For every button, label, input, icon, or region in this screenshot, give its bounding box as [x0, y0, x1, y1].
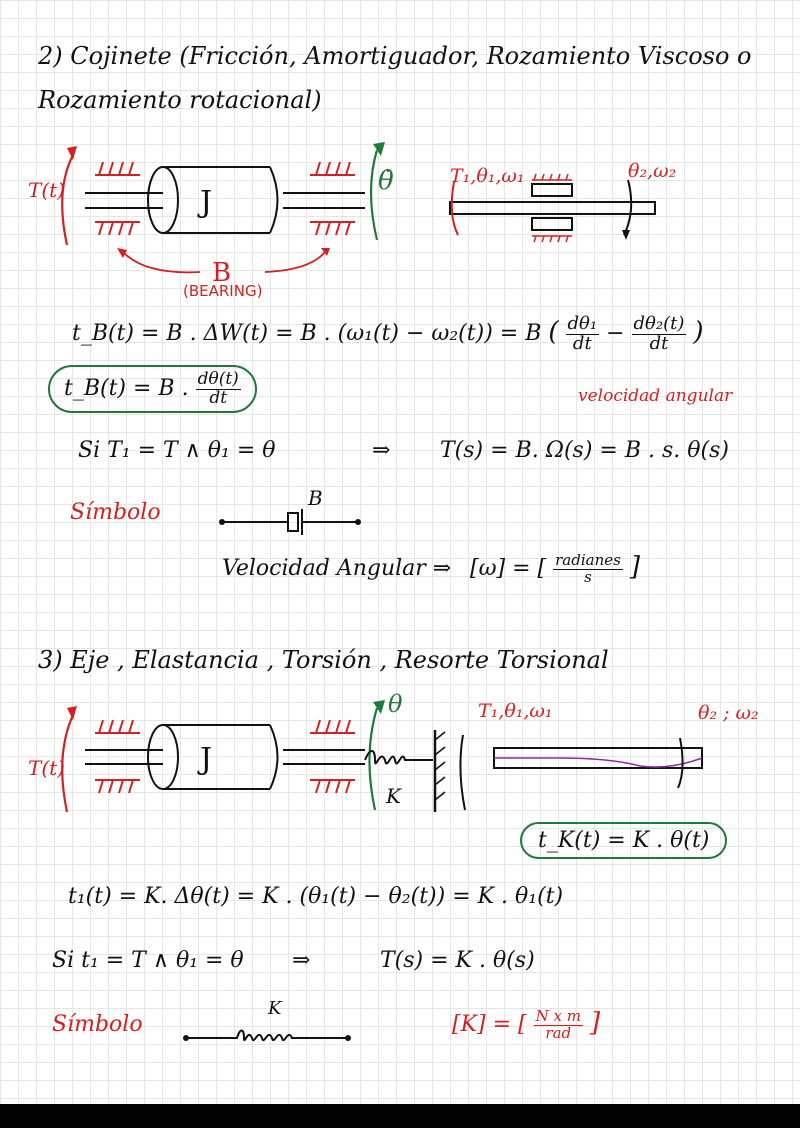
spring-symbol-letter: K — [268, 998, 282, 1019]
units-k: [K] = [ $\frac{\text{N x m}}{\text{rad}}$ ] — [452, 1007, 601, 1042]
units-omega: [ω] = [ $\frac{\text{radianes}}{s}$ ] — [470, 551, 640, 586]
spring-label-s3: K — [386, 784, 401, 808]
bottom-bar — [0, 1104, 800, 1128]
input-rotation-arrow — [452, 182, 458, 235]
right-bearing-hatch-s3 — [310, 720, 355, 793]
twist-line-purple — [494, 758, 702, 767]
symbol-label-s2: Símbolo — [70, 500, 161, 525]
frac-dtheta2: $\frac{\text{dθ₂(t)}}{dt}$ — [633, 313, 685, 354]
condition-line-s2: Si T₁ = T ∧ θ₁ = θ — [78, 438, 276, 463]
angular-velocity-note: velocidad angular — [578, 386, 733, 406]
theta-arc-green — [371, 150, 377, 240]
shaft-bar — [450, 202, 655, 214]
equation-spring-torque: t₁(t) = K. Δθ(t) = K . (θ₁(t) − θ₂(t)) = K . θ₁(t) — [68, 884, 564, 909]
shaft-left-label-s3: T₁,θ₁,ω₁ — [478, 700, 553, 722]
damper-symbol — [218, 505, 363, 539]
frac-dtheta1: $\frac{\text{dθ₁}}{dt}$ — [567, 313, 598, 354]
lower-disk — [532, 218, 572, 230]
bearing-letter: B — [212, 258, 232, 288]
implies-arrow-s3: ⇒ — [292, 948, 311, 973]
shaft-right-label-s2: θ₂,ω₂ — [628, 160, 677, 182]
shaft-right-label-s3: θ₂ ; ω₂ — [698, 702, 759, 724]
bearing-pointer-left — [123, 252, 200, 272]
units-label-s2: Velocidad Angular ⇒ — [222, 556, 452, 581]
laplace-result-s2: T(s) = B. Ω(s) = B . s. θ(s) — [440, 438, 729, 463]
section3-title: 3) Eje , Elastancia , Torsión , Resorte Torsional — [38, 646, 609, 674]
implies-arrow-s2: ⇒ — [372, 438, 391, 463]
torque-label-s2: T(t) — [28, 178, 65, 202]
cylinder-left-end — [148, 167, 178, 233]
theta-label-s3: θ — [388, 690, 403, 718]
boxed-bearing-equation: t_B(t) = B . $\frac{d\theta(t)}{dt}$ — [48, 365, 257, 413]
section2-title: 2) Cojinete (Fricción, Amortiguador, Rozamiento Viscoso o — [38, 42, 752, 70]
bearing-sub-label: (BEARING) — [183, 282, 263, 300]
output-rotation-arrow — [624, 180, 631, 235]
mass-label-s3: J — [200, 742, 213, 777]
equation-bearing-torque: t_B(t) = B . ΔW(t) = B . (ω₁(t) − ω₂(t)) = B ( $\frac{\text{dθ₁}}{dt}$ − $\frac{\text{dθ₂(t)}}{dt}$ ) — [72, 313, 704, 354]
torque-arrowhead-red — [67, 146, 77, 160]
equation-bearing-torque-text: t_B(t) = B . ΔW(t) = B . (ω₁(t) − ω₂(t)) = B — [72, 321, 542, 346]
damper-letter: B — [308, 486, 323, 510]
upper-disk — [532, 184, 572, 196]
left-bearing-hatch-s3 — [95, 720, 140, 793]
theta-dot-label: θ̇ — [378, 166, 394, 196]
bearing-pointer-right — [265, 252, 325, 272]
spring-diagram — [25, 700, 475, 825]
laplace-result-s3: T(s) = K . θ(s) — [380, 948, 535, 973]
symbol-label-s3: Símbolo — [52, 1012, 143, 1037]
right-bearing-hatch — [310, 162, 355, 235]
boxed-spring-equation: t_K(t) = K . θ(t) — [520, 822, 727, 859]
condition-line-s3: Si t₁ = T ∧ θ₁ = θ — [52, 948, 244, 973]
twisted-shaft-diagram — [490, 730, 770, 790]
mass-label-s2: J — [200, 185, 213, 220]
spring-coil — [365, 751, 433, 763]
torque-label-s3: T(t) — [28, 756, 65, 780]
shaft-left-label-s2: T₁,θ₁,ω₁ — [450, 165, 525, 187]
left-bearing-hatch — [95, 162, 140, 235]
section2-title-line2: Rozamiento rotacional) — [38, 86, 322, 114]
spring-symbol — [182, 1022, 352, 1048]
